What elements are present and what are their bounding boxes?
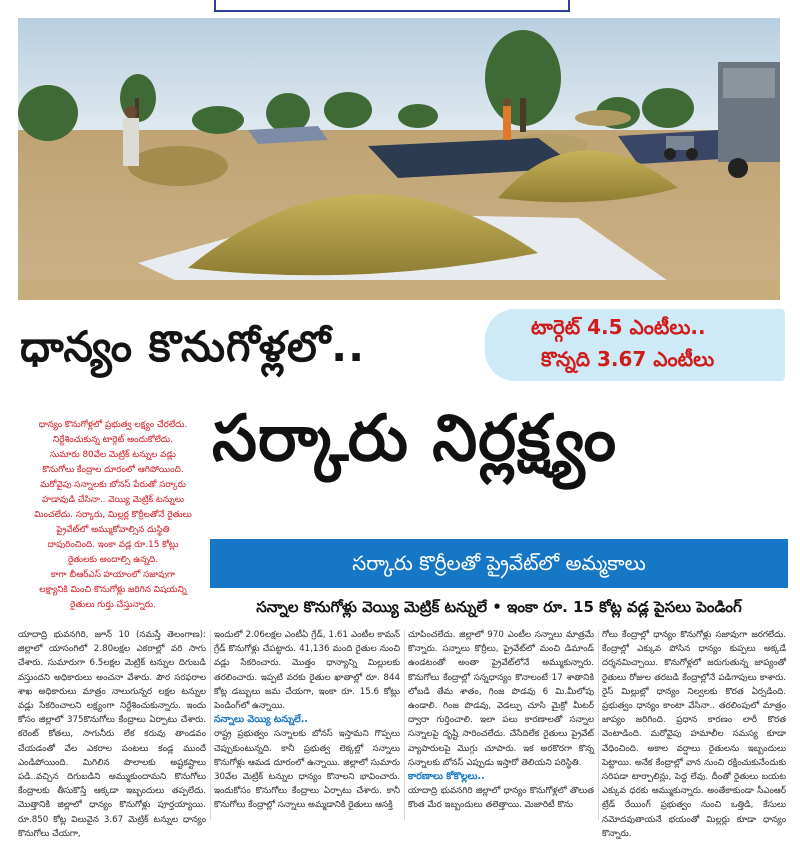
top-strip xyxy=(0,0,800,18)
intro-line: లక్ష్యానికి మించి కొనుగోళ్లు జరిగిన విషయన్ని xyxy=(39,585,187,595)
intro-line: నిర్దేశించుకున్న టార్గెట్ అందుకోలేదు. xyxy=(53,435,173,445)
column-text: యాదాద్రి భువనగిరి, జూన్ 10 (నమస్తే తెలంగాణ): జిల్లాలో యాసంగిలో 2.80లక్షల ఎకరాల్లో వరి సాగు చేశారు. సుమారుగా 6.5లక్షల మెట్రిక్ టన్నుల దిగుబడి వస్తుందని అధికారులు అంచనా వేశారు. పౌర సరఫరాల శాఖ అధికారులు మాత్రం నాలుగున్నర లక్షల టన్నుల వడ్లు సేకరించాలని లక్ష్యంగా నిర్దేశించుకున్నారు. ఇందు కోసం జిల్లాలో 375కొనుగోలు కేంద్రాలు ఏర్పాటు చేశారు. కరెంట్ కోతలు, సాగునీరు లేక కరువు తాండవం చేయడంతో వేల ఎకరాల పంటలు కండ్ల ముందే ఎండిపోయింది. మిగిలిన పొలాలకు అష్టకష్టాలు పడి..వచ్చిన దిగుబడిని అమ్ముకుందామని కొనుగోలు కేంద్రాలకు తీసుకొస్తే ఆక్కడా ఇబ్బందులు తప్పలేదు. మొత్తానికి జిల్లాలో ధాన్యం కొనుగోళ్లు పూర్తయ్యాయి. రూ.850 కోట్ల విలువైన 3.67 మెట్రిక్ టన్నుల ధాన్యం కొనుగోలు చేయగా, xyxy=(18,630,206,839)
headline: ధాన్యం కొనుగోళ్లలో.. xyxy=(20,322,366,371)
sub-heading: సన్నాల కొనుగోళ్లు వెయ్యి మెట్రిక్ టన్నులే • ఇంకా రూ. 15 కోట్ల వడ్ల పైసలు పెండింగ్ xyxy=(256,598,742,616)
column-text: గోలు కేంద్రాల్లో ధాన్యం కొనుగోళ్లు సజావుగా జరగలేదు. కేంద్రాల్లో ఎక్కువ పోసిన ధాన్యం కుప్పలు అక్కడే దర్శనమిచ్చాయి. కొనుగోళ్లలో జరుగుతున్న జాప్యంతో రైతులు రోజుల తరబడి కేంద్రాల్లోనే పడిగాపులు కాశారు. రైస్ మిల్లుల్లో ధాన్యం నిల్వలకు కొరత ఏర్పడింది. ప్రభుత్వం ధాన్యం కాంటా వేసినా.. తరలింపులో మాత్రం జాప్యం జరిగింది. ప్రధాన కారణం లారీ కొరత వెంటాడింది. మరోవైపు హమాలీల సమస్య కూడా వేధించింది. అకాల వర్షాలు రైతులను ఇబ్బందులు పెట్టాయి. అనేక కేంద్రాల్లో వాన నుంచి రక్షించుకునేందుకు సరిపడా టార్పాలిన్లు, పెద్ద లేవు. దీంతో రైతులు బయట ఎక్కువ ధరకు అమ్ముకున్నారు. అంతేకాకుండా సీఎంఆర్ ట్రేడ్ రేయింగ్ ప్రభుత్వం నుంచి ఒత్తిడి, కేసులు నమోదవుతాయనే భయంతో మిల్లర్లు కూడా ధాన్యం కొన్నారు. xyxy=(602,630,786,839)
column-divider xyxy=(210,630,211,820)
article-column-3 xyxy=(408,628,594,824)
target-line: టార్గెట్ 4.5 ఎంటీలు.. xyxy=(531,315,706,339)
purchased-line: కొన్నది 3.67 ఎంటీలు xyxy=(541,347,715,371)
article-column-2 xyxy=(214,628,400,824)
column-text: చూపించలేదు. జిల్లాలో 970 ఎంటీల సన్నాలు మాత్రమే కొన్నారు. సన్నాలు కొర్రీలు, ప్రైవేట్‌లో మంచి డిమాండ్ ఉండటంతో అంతా ప్రైవేట్‌లోనే అమ్ముకున్నారు. కొనుగోలు కేంద్రాల్లో సన్నధాన్యం కొనాలంటే 17 శాతానికి లోబడి తేమ శాతం, గింజ పొడవు 6 మి.మీలోపు ఉండాలి. గింజ పొడవు, వెడల్పు చూసి మైక్రో మీటర్ ద్వారా గుర్తించాలి. ఇలా పలు కారణాలతో సన్నాల సన్నాలపై దృష్టి సారించలేదు. చేసేదిలేక రైతులు ప్రైవేట్ వ్యాపారులపై మొగ్గు చూపారు. ఇక అరకొరగా కొన్న సన్నాలకు బోనస్ ఎప్పుడు ఇస్తారో తెలియని పరిస్థితి. xyxy=(408,630,594,768)
photo-illustration xyxy=(18,18,780,300)
column-divider xyxy=(404,630,405,820)
intro-line: రైతులు గుర్తు చేస్తున్నారు. xyxy=(70,600,156,610)
column-text: యాదాద్రి భువనగిరి జిల్లాలో ధాన్యం కొనుగోళ్లలో తొలుత కొంత మేర ఇబ్బందులు తలెత్తాయి. మెజారిటీ కొను xyxy=(408,786,594,811)
intro-line: దాపురించింది. ఇంకా వడ్ల రూ.15 కోట్లు xyxy=(47,540,179,550)
intro-line: ధాన్యం కొనుగోళ్లలో ప్రభుత్వ లక్ష్యం చేరలేదు. xyxy=(38,420,188,430)
main-title: సర్కారు నిర్లక్ష్యం xyxy=(212,402,618,476)
intro-line: ప్రైవేట్‌లో అమ్ముకోవాల్సిన దుస్థితి xyxy=(56,525,170,535)
paddy-field-photo xyxy=(18,18,780,300)
intro-line: కాగా బీఆర్ఎస్ హయాంలో సజావుగా xyxy=(50,570,176,580)
subheading: కారణాలు కోకొల్లలు.. xyxy=(408,771,485,783)
article-column-1 xyxy=(18,628,206,839)
masthead-frame xyxy=(214,0,570,12)
intro-line: హడావుడి చేసినా.. వెయ్యి మెట్రిక్ టన్నులు xyxy=(42,495,184,505)
subheading: సన్నాలు వెయ్యి టన్నులే.. xyxy=(214,714,308,726)
article-column-4 xyxy=(602,628,786,839)
intro-line: రైతులకు అందాల్సి ఉన్నది. xyxy=(67,555,159,565)
column-divider xyxy=(598,630,599,820)
intro-line: సుమారు 80వేల మెట్రిక్ టన్నుల వడ్లు xyxy=(50,450,176,460)
column-text: ఇందులో 2.06లక్షల ఎంటీఏ గ్రేడ్, 1.61 ఎంటీల కామన్ గ్రేడ్ కొనుగోళ్లు చేపట్టారు. 41,136 మంది రైతుల నుంచి వడ్లు సేకరించారు. మొత్తం ధాన్యాన్ని మిల్లులకు తరలించారు. ఇప్పటి వరకు రైతుల ఖాతాల్లో రూ. 844 కోట్ల డబ్బులు జమ చేయగా, ఇంకా రూ. 15.6 కోట్లు పెండింగ్‌లో ఉన్నాయి. xyxy=(214,630,400,712)
column-text: రాష్ట్ర ప్రభుత్వం సన్నాలకు బోనస్ ఇస్తామని గొప్పలు చెప్పుకుంటున్నది. కానీ ప్రభుత్వ లెక్కల్లో సన్నాలు కొనుగోళ్లు ఆమడ దూరంలో ఉన్నాయి. జిల్లాలో సుమారు 30వేల మెట్రిక్ టన్నుల ధాన్యం కొనాలని భావించారు. ఇందుకోసం కొనుగోలు కేంద్రాలు ఏర్పాటు చేశారు. కానీ కొనుగోలు కేంద్రాల్లో సన్నాలు అమ్మడానికి రైతులు ఆసక్తి xyxy=(214,729,400,811)
intro-line: మరోవైపు సన్నాలకు బోనస్ పేరుతో సర్కారు xyxy=(40,480,186,490)
blue-band-heading: సర్కారు కొర్రీలతో ప్రైవేట్‌లో అమ్మకాలు xyxy=(210,539,788,588)
intro-line: కొనుగోలు కేంద్రాల దూరంలో ఆగిపోయింది. xyxy=(42,465,184,475)
target-box xyxy=(485,309,785,381)
intro-line: మించలేదు. సర్కారు, మిల్లర్ల కొర్రీలతోనే రైతులు xyxy=(34,510,192,520)
intro-text xyxy=(22,418,204,613)
